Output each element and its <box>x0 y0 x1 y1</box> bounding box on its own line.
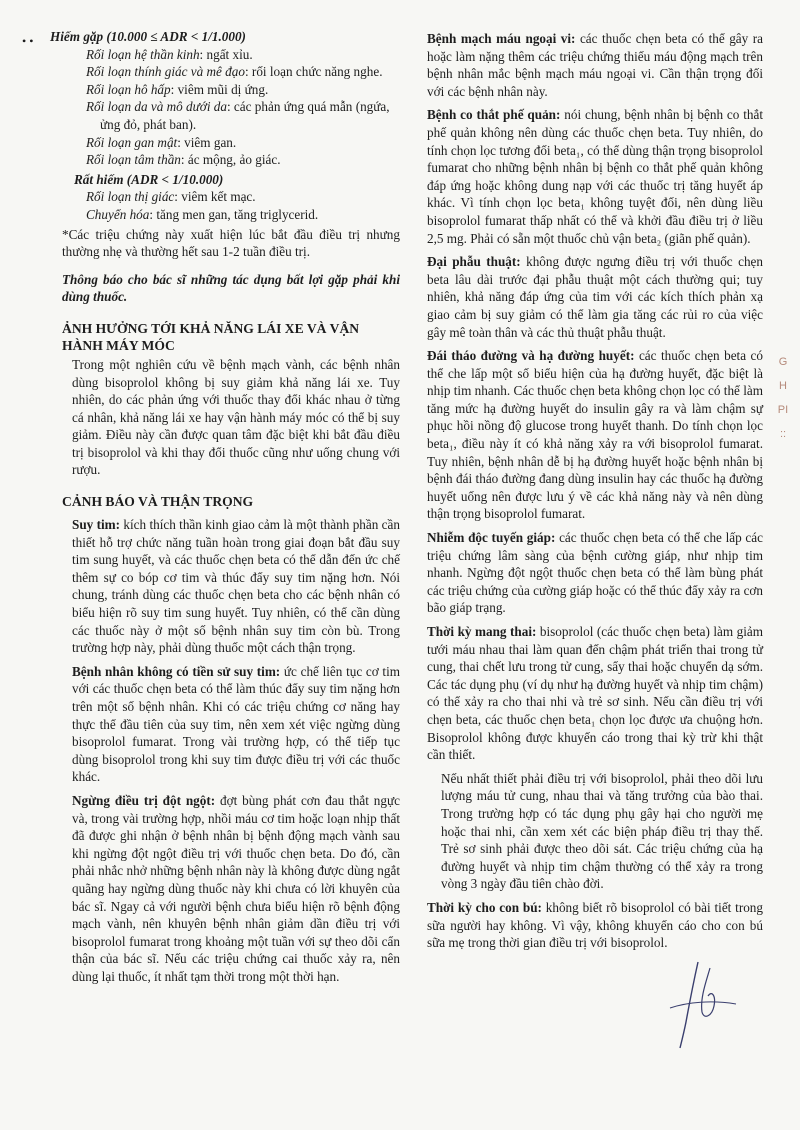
warning-item: Ngừng điều trị đột ngột: đợt bùng phát cơn đau thắt ngực và, trong vài trường hợp, nhồi máu cơ tim hoặc loạn nhịp thất đã được ghi nhận ở bệnh nhân bị bệnh động mạch vành sau khi ngừng đột ngột điều trị với thuốc chẹn beta. Do đó, cần phải nhắc nhở những bệnh nhân này là không được dùng ngắt quãng hay ngừng dùng thuốc này khi chưa có lời khuyên của bác sĩ. Ngay cả với người bệnh chưa biểu hiện rõ bệnh động mạch vành, nên khuyên bệnh nhân giảm dần điều trị với bisoprolol fumarat trong khoảng một tuần với sự theo dõi cẩn thận của bác sĩ. Nếu các triệu chứng cai thuốc xảy ra, nên dùng lại thuốc, ít nhất tạm thời trong một thời hạn. <box>72 792 400 984</box>
footnote: *Các triệu chứng này xuất hiện lúc bắt đầu điều trị nhưng thường nhẹ và thường hết sau 1-2 tuần điều trị. <box>62 226 400 260</box>
paragraph-pregnancy: Thời kỳ mang thai: bisoprolol (các thuốc chẹn beta) làm giảm tưới máu nhau thai làm quan đến chậm phát triển thai trong tử cung, thai chết lưu trong tử cung, sẩy thai hoặc chuyển dạ sớm. Các tác dụng phụ (ví dụ như hạ đường huyết và nhịp tim chậm) có thể xảy ra cho thai nhi và trẻ sơ sinh. Nếu cần điều trị với chẹn beta, các thuốc chẹn beta₁ chọn lọc được ưa chuộng hơn. Bisoprolol không được khuyến cáo trong thai kỳ trừ khi thật cần thiết. <box>427 624 764 763</box>
paragraph-major-surgery: Đại phẫu thuật: không được ngưng điều trị với thuốc chẹn beta lâu dài trước đại phẫu thuật một cách thường qui; tuy nhiên, khả năng đáp ứng của tim với các kích thích phản xạ giao cảm bị suy giảm có thể làm gia tăng các rủi ro của việc gây mê toàn thân và các thủ thuật phẫu thuật. <box>427 254 763 340</box>
signature-mark <box>640 960 760 1050</box>
effect-item: Chuyển hóa: tăng men gan, tăng triglycerid. <box>86 206 319 222</box>
paragraph-bronchospasm: Bệnh co thắt phế quản: nói chung, bệnh nhân bị bệnh co thắt phế quản không nên dùng các thuốc chẹn beta. Tuy nhiên, do tính chọn lọc tương đối beta₁, có thể dùng thận trọng bisoprolol fumarat cho những bệnh nhân bị bệnh co thắt phế quản không đáp ứng hoặc không dung nạp với các thuốc trị tăng huyết áp khác. Vì tính chọn lọc beta₁ không tuyệt đối, nên dùng liều bisoprolol fumarat thấp nhất có thể và khởi đầu điều trị ở liều 2,5 mg. Phải có sẵn một thuốc chủ vận beta₂ (giãn phế quản). <box>427 107 763 246</box>
effect-item: Rối loạn hệ thần kinh: ngất xỉu. <box>86 46 253 62</box>
warnings-heading: CẢNH BÁO VÀ THẬN TRỌNG <box>62 494 254 510</box>
left-column <box>50 28 400 986</box>
effect-item: Rối loạn tâm thần: ác mộng, ảo giác. <box>86 152 281 168</box>
right-column <box>427 28 763 952</box>
rare-list <box>62 46 400 169</box>
stamp-letter: PI <box>777 404 789 416</box>
warnings-list <box>62 516 400 985</box>
paragraph-peripheral-vascular: Bệnh mạch máu ngoại vi: các thuốc chẹn beta có thể gây ra hoặc làm nặng thêm các triệu chứng thiếu máu động mạch trên bệnh nhân mắc bệnh mạch máu ngoại vi. Cần thận trọng đối với các bệnh nhân này. <box>427 31 763 99</box>
margin-stamp <box>770 350 796 490</box>
effect-item: Rối loạn hô hấp: viêm mũi dị ứng. <box>86 81 269 97</box>
paragraph-thyrotoxicosis: Nhiễm độc tuyến giáp: các thuốc chẹn beta có thể che lấp các triệu chứng lâm sàng của bệnh cường giáp, như nhịp tim nhanh. Ngừng đột ngột thuốc chẹn beta có thể làm bùng phát các triệu chứng của cường giáp hoặc có thể thúc đẩy xảy ra cơn bão giáp trạng. <box>427 530 763 616</box>
driving-heading: ẢNH HƯỞNG TỚI KHẢ NĂNG LÁI XE VÀ VẬN HÀNH MÁY MÓC <box>62 320 360 353</box>
very-rare-heading: Rất hiếm (ADR < 1/10.000) <box>74 171 224 187</box>
stamp-letter: H <box>779 380 787 392</box>
corner-marks-text: • • <box>22 34 34 48</box>
effect-item: Rối loạn da và mô dưới da: các phản ứng quá mẫn (ngứa, ửng đỏ, phát ban). <box>86 99 390 132</box>
effect-item: Rối loạn thị giác: viêm kết mạc. <box>86 189 256 205</box>
warning-item: Suy tim: kích thích thần kinh giao cảm là một thành phần cần thiết hỗ trợ chức năng tuần hoàn trong giai đoạn bắt đầu suy tim sung huyết, và các thuốc chẹn beta có thể dẫn đến ức chế thêm sự co bóp cơ tim và thúc đẩy suy tim nặng hơn. Nói chung, tránh dùng các thuốc chẹn beta cho các bệnh nhân có biểu hiện rõ suy tim sung huyết. Tuy nhiên, có thể cần dùng các thuốc này ở một số bệnh nhân suy tim còn bù. Trong trường hợp này, phải dùng thuốc một cách thận trọng. <box>72 517 400 656</box>
doctor-notice: Thông báo cho bác sĩ những tác dụng bất lợi gặp phải khi dùng thuốc. <box>62 271 400 305</box>
warning-item: Bệnh nhân không có tiền sử suy tim: ức chế liên tục cơ tim với các thuốc chẹn beta có thể làm thúc đẩy suy tim nặng hơn trên một số bệnh nhân. Khi có các triệu chứng cơ năng hay thực thể đầu tiên của suy tim, nên xem xét việc ngừng dùng bisoprolol fumarat. Trong vài trường hợp, có thể tiếp tục dùng bisoprolol trong khi suy tim được điều trị với các thuốc khác. <box>72 663 400 785</box>
stamp-letter: :: <box>779 428 787 440</box>
paragraph-breastfeeding: Thời kỳ cho con bú: không biết rõ bisoprolol có bài tiết trong sữa người hay không. Vì vậy, không khuyến cáo cho con bú sữa mẹ trong thời gian điều trị với bisoprolol. <box>427 899 763 951</box>
rare-heading: Hiếm gặp (10.000 ≤ ADR < 1/1.000) <box>50 29 246 44</box>
effect-item: Rối loạn thính giác và mê đạo: rối loạn chức năng nghe. <box>86 64 383 80</box>
very-rare-list <box>62 188 400 223</box>
paragraph-pregnancy-monitoring: Nếu nhất thiết phải điều trị với bisoprolol, phải theo dõi lưu lượng máu tử cung, nhau thai và tăng trưởng của bào thai. Trong trường hợp có tác dụng phụ gây hại cho người mẹ hoặc thai nhi, cần xem xét các biện pháp điều trị thay thế. Trẻ sơ sinh phải được theo dõi sát. Các triệu chứng của hạ đường huyết và nhịp tim chậm thường có thể xảy ra trong vòng 3 ngày đầu tiên chào đời. <box>441 770 763 892</box>
driving-text: Trong một nghiên cứu về bệnh mạch vành, các bệnh nhân dùng bisoprolol không bị suy giảm khả năng lái xe. Tuy nhiên, do các phản ứng với thuốc thay đổi khác nhau ở từng cá nhân, khả năng lái xe hay vận hành máy móc có thể bị suy giảm. Điều này cần được quan tâm đặc biệt khi bắt đầu điều trị bisoprolol và khi thay đổi thuốc cũng như uống chung với rượu. <box>72 356 400 478</box>
stamp-letter: G <box>778 356 788 368</box>
paragraph-diabetes: Đái tháo đường và hạ đường huyết: các thuốc chẹn beta có thể che lấp một số biểu hiện của hạ đường huyết, đặc biệt là nhịp tim nhanh. Các thuốc chẹn beta không chọn lọc có thể làm tăng mức hạ đường huyết do insulin gây ra và làm chậm sự phục hồi nồng độ glucose trong huyết thanh. Do tính chọn lọc beta₁, điều này ít có khả năng xảy ra với bisoprolol fumarat. Tuy nhiên, bệnh nhân dễ bị hạ đường huyết hoặc bệnh nhân bị bệnh đái tháo đường đang dùng insulin hay các thuốc hạ đường huyết uống nên được lưu ý về các khả năng này và nên dùng thận trọng bisoprolol fumarat. <box>427 348 763 522</box>
corner-marks <box>22 32 42 46</box>
effect-item: Rối loạn gan mật: viêm gan. <box>86 134 237 150</box>
